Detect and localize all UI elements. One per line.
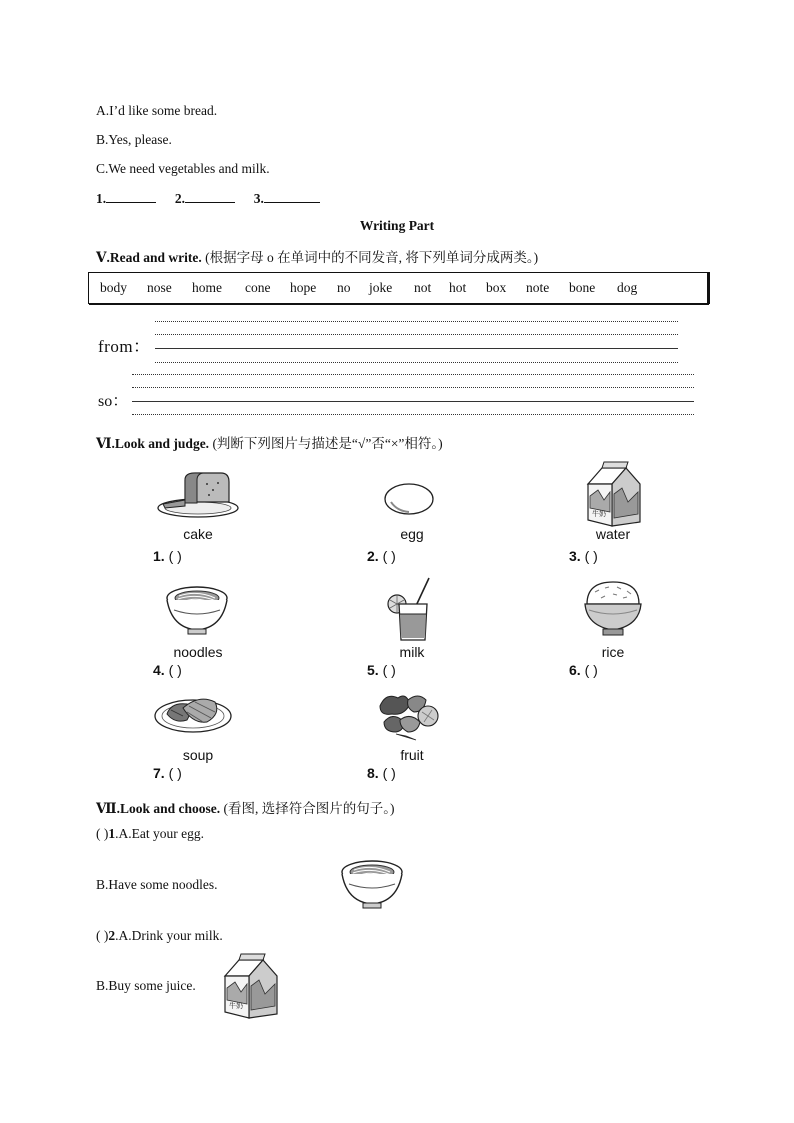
option-b: B.Yes, please. <box>96 132 172 147</box>
choice-a: .A.Drink your milk. <box>115 928 223 943</box>
item-caption: water <box>595 526 631 542</box>
choice-b: B.Buy some juice. <box>96 978 196 993</box>
section7-title: Ⅶ.Look and choose. <box>96 801 221 816</box>
option-c: C.We need vegetables and milk. <box>96 161 270 176</box>
milk-carton-icon <box>582 462 646 528</box>
word-item: body <box>100 280 127 295</box>
choose-q2[interactable] <box>96 928 223 944</box>
section5-title: Ⅴ.Read and write. <box>96 250 202 265</box>
word-item: hot <box>449 280 467 295</box>
word-box <box>88 272 708 304</box>
judge-item-4[interactable]: 4. ( ) <box>153 662 182 678</box>
answer-num-1: 1. <box>96 191 107 206</box>
writing-line[interactable] <box>132 374 694 375</box>
section6-instruction: (判断下列图片与描述是“√”否“×”相符。) <box>212 436 443 451</box>
choice-a: .A.Eat your egg. <box>115 826 204 841</box>
judge-item-8[interactable]: 8. ( ) <box>367 765 396 781</box>
section7-instruction: (看图, 选择符合图片的句子。) <box>223 801 395 816</box>
section5-instruction: (根据字母 o 在单词中的不同发音, 将下列单词分成两类。) <box>205 250 539 265</box>
answer-num-2: 2. <box>174 191 185 206</box>
answer-row <box>96 190 320 207</box>
answer-num-3: 3. <box>253 191 264 206</box>
word-item: hope <box>290 280 317 295</box>
judge-item-2[interactable]: 2. ( ) <box>367 548 396 564</box>
answer-blank-1[interactable] <box>106 190 156 203</box>
bread-icon <box>155 470 241 520</box>
item-caption: fruit <box>400 747 424 763</box>
writing-line[interactable] <box>132 387 694 388</box>
section7-heading <box>96 797 395 817</box>
item-caption: rice <box>601 644 625 660</box>
judge-item-1[interactable]: 1. ( ) <box>153 548 182 564</box>
noodles-bowl-icon <box>164 584 230 636</box>
word-item: not <box>414 280 432 295</box>
item-caption: milk <box>399 644 425 660</box>
writing-line[interactable] <box>155 362 678 363</box>
judge-item-6[interactable]: 6. ( ) <box>569 662 598 678</box>
word-item: bone <box>569 280 596 295</box>
item-caption: egg <box>400 526 424 542</box>
word-item: home <box>192 280 222 295</box>
egg-icon <box>383 482 435 518</box>
item-caption: cake <box>183 526 213 542</box>
writing-part-heading: Writing Part <box>359 218 435 233</box>
item-caption: soup <box>182 747 214 763</box>
writing-line[interactable] <box>155 348 678 349</box>
milk-carton-icon <box>219 954 283 1020</box>
choice-b: B.Have some noodles. <box>96 877 218 892</box>
word-item: cone <box>245 280 271 295</box>
answer-blank-3[interactable] <box>264 190 320 203</box>
choose-q1[interactable] <box>96 826 204 842</box>
rice-bowl-icon <box>583 578 643 640</box>
word-item: no <box>337 280 351 295</box>
noodles-bowl-icon <box>339 858 405 910</box>
writing-line[interactable] <box>132 414 694 415</box>
writing-line[interactable] <box>155 321 678 322</box>
judge-item-7[interactable]: 7. ( ) <box>153 765 182 781</box>
writing-line[interactable] <box>155 334 678 335</box>
vegetables-icon <box>376 690 442 742</box>
svg-text:牛奶: 牛奶 <box>229 1002 243 1010</box>
answer-blank-2[interactable] <box>185 190 235 203</box>
section5-heading <box>96 246 538 266</box>
svg-text:牛奶: 牛奶 <box>592 510 606 518</box>
so-label: so： <box>98 393 129 410</box>
answer-paren[interactable]: ( ) <box>96 928 109 943</box>
word-item: nose <box>147 280 172 295</box>
word-item: dog <box>617 280 638 295</box>
word-item: box <box>486 280 507 295</box>
item-caption: noodles <box>173 644 223 660</box>
question-number: 2 <box>108 928 116 943</box>
from-label: from： <box>98 337 151 356</box>
answer-paren[interactable]: ( ) <box>96 826 109 841</box>
section6-title: Ⅵ.Look and judge. <box>96 436 210 451</box>
option-a: A.I’d like some bread. <box>96 103 218 118</box>
writing-line[interactable] <box>132 401 694 402</box>
word-item: note <box>526 280 550 295</box>
meat-plate-icon <box>153 692 233 734</box>
word-item: joke <box>369 280 393 295</box>
judge-item-5[interactable]: 5. ( ) <box>367 662 396 678</box>
section6-heading <box>96 432 443 452</box>
judge-item-3[interactable]: 3. ( ) <box>569 548 598 564</box>
question-number: 1 <box>108 826 116 841</box>
juice-glass-icon <box>385 576 435 642</box>
